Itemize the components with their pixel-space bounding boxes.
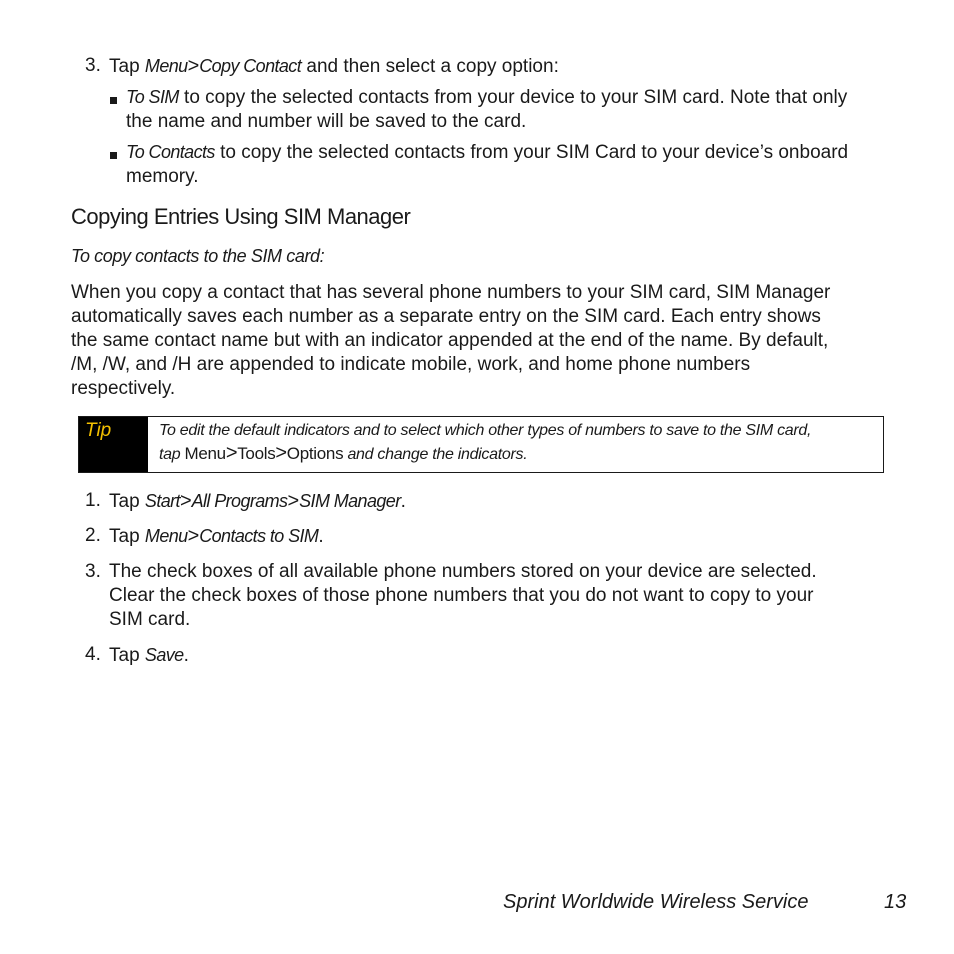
section-heading: Copying Entries Using SIM Manager xyxy=(71,204,411,229)
sim-manager-label: SIM Manager xyxy=(299,491,401,511)
square-bullet-icon xyxy=(110,97,117,104)
step-save xyxy=(109,643,189,668)
tip-label: Tip xyxy=(79,417,148,472)
tip-line: To edit the default indicators and to select which other types of numbers to save to the SIM card, xyxy=(159,422,812,439)
separator-arrow: > xyxy=(275,442,287,464)
separator-arrow: > xyxy=(225,442,238,464)
tip-tools-label: Tools xyxy=(237,444,276,463)
all-programs-label: All Programs xyxy=(191,491,288,511)
step-contacts-to-sim xyxy=(109,524,324,549)
step-copy-contact xyxy=(109,54,559,79)
separator-arrow: > xyxy=(287,490,300,512)
tip-options-label: Options xyxy=(286,444,344,463)
step-line: SIM card. xyxy=(109,609,191,630)
bullet-to-contacts xyxy=(126,140,848,189)
copy-contact-label: Copy Contact xyxy=(199,56,302,76)
step-rest-text: and then select a copy option: xyxy=(306,56,559,77)
paragraph-line: the same contact name but with an indicator appended at the end of the name. By default, xyxy=(71,330,829,351)
tip-box xyxy=(78,416,884,473)
separator-arrow: > xyxy=(187,55,200,77)
paragraph-line: respectively. xyxy=(71,378,176,399)
footer-title: Sprint Worldwide Wireless Service xyxy=(503,891,809,913)
separator-arrow: > xyxy=(179,490,192,512)
paragraph-line: automatically saves each number as a separate entry on the SIM card. Each entry shows xyxy=(71,306,821,327)
period: . xyxy=(318,526,324,547)
menu-label: Menu xyxy=(144,526,188,546)
page-number: 13 xyxy=(884,891,907,913)
period: . xyxy=(183,645,189,666)
step-tap-word: Tap xyxy=(109,645,140,666)
tip-tap-word: tap xyxy=(159,446,181,463)
bullet-line: to copy the selected contacts from your SIM Card to your device’s onboard xyxy=(220,142,849,163)
step-number: 4. xyxy=(85,644,101,665)
step-line: Clear the check boxes of those phone numbers that you do not want to copy to your xyxy=(109,585,814,606)
bullet-to-sim xyxy=(126,85,847,134)
procedure-subheading: To copy contacts to the SIM card: xyxy=(71,246,325,266)
tip-menu-label: Menu xyxy=(184,444,226,463)
step-tap-word: Tap xyxy=(109,56,140,77)
intro-paragraph xyxy=(71,281,830,401)
tip-text xyxy=(159,420,874,466)
step-check-boxes xyxy=(109,560,817,632)
tip-rest-text: and change the indicators. xyxy=(347,446,528,463)
bullet-line: memory. xyxy=(126,166,199,187)
step-tap-word: Tap xyxy=(109,526,140,547)
bullet-line: to copy the selected contacts from your device to your SIM card. Note that only xyxy=(184,87,848,108)
square-bullet-icon xyxy=(110,152,117,159)
step-number: 3. xyxy=(85,55,101,76)
separator-arrow: > xyxy=(187,525,200,547)
step-number: 2. xyxy=(85,525,101,546)
paragraph-line: /M, /W, and /H are appended to indicate mobile, work, and home phone numbers xyxy=(71,354,751,375)
bullet-line: the name and number will be saved to the card. xyxy=(126,111,527,132)
paragraph-line: When you copy a contact that has several phone numbers to your SIM card, SIM Manager xyxy=(71,282,831,303)
step-line: The check boxes of all available phone numbers stored on your device are selected. xyxy=(109,561,817,582)
to-contacts-label: To Contacts xyxy=(126,142,215,162)
menu-label: Menu xyxy=(144,56,188,76)
step-number: 1. xyxy=(85,490,101,511)
step-tap-word: Tap xyxy=(109,491,140,512)
period: . xyxy=(400,491,406,512)
contacts-to-sim-label: Contacts to SIM xyxy=(199,526,319,546)
to-sim-label: To SIM xyxy=(126,87,179,107)
start-label: Start xyxy=(144,491,180,511)
step-number: 3. xyxy=(85,561,101,582)
save-label: Save xyxy=(144,645,184,665)
step-start-programs xyxy=(109,489,406,514)
